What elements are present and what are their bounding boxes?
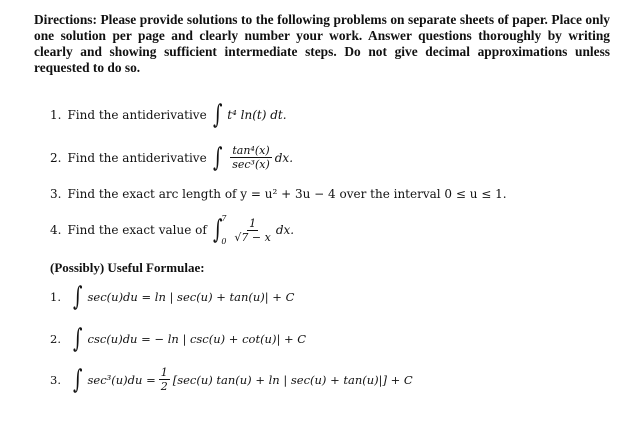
numerator: 1 [160, 366, 168, 379]
problem-2 [50, 144, 293, 171]
formula-1 [50, 284, 294, 310]
problem-4 [50, 214, 294, 246]
problem-number: 3. [50, 187, 62, 201]
integrand: t⁴ ln(t) dt. [227, 108, 287, 122]
problem-number: 4. [50, 223, 62, 237]
integral-sign-icon: ∫ [73, 364, 83, 395]
formula-3 [50, 366, 413, 393]
numerator: 1 [249, 216, 257, 230]
problem-number: 1. [50, 108, 62, 122]
numerator: tan⁴(x) [232, 144, 270, 157]
formula-rhs: [sec(u) tan(u) + ln | sec(u) + tan(u)|] + C [172, 372, 413, 387]
problem-number: 2. [50, 150, 62, 165]
formula-expression: sec(u)du = ln | sec(u) + tan(u)| + C [87, 290, 295, 304]
fraction [230, 144, 272, 171]
problem-1 [50, 102, 287, 128]
integral-sign-icon: ∫ [212, 215, 223, 245]
formula-number: 1. [50, 290, 61, 304]
problem-text: Find the exact value of [67, 223, 207, 237]
fraction-one-half [159, 366, 170, 393]
formula-2 [50, 326, 306, 352]
useful-formulae-heading: (Possibly) Useful Formulae: [50, 260, 205, 275]
integral-sign-icon: ∫ [73, 324, 83, 354]
denominator: sec³(x) [232, 158, 270, 171]
denominator: √7 − x [234, 230, 271, 244]
problem-text: Find the exact arc length of y = u² + 3u − 4 over the interval 0 ≤ u ≤ 1. [67, 187, 507, 201]
formula-number: 3. [50, 372, 61, 387]
integral-sign-icon: ∫ [212, 142, 223, 173]
upper-limit: 7 [221, 214, 227, 223]
formula-expression: csc(u)du = − ln | csc(u) + cot(u)| + C [87, 332, 307, 346]
integral-sign-icon: ∫ [212, 100, 223, 130]
problem-text: Find the antiderivative [67, 108, 207, 122]
directions-paragraph: Directions: Please provide solutions to the following problems on separate sheets of paper. Place only one solution per page and clearly number your work. Answer questions thoroughly by writing clearly and showing sufficient intermediate steps. Do not give decimal approximations unless requested to do so. [34, 12, 610, 75]
differential: dx. [275, 223, 295, 237]
formula-lhs: sec³(u)du = [87, 372, 156, 387]
integral-sign-icon: ∫ [73, 282, 83, 312]
fraction [232, 217, 272, 244]
problem-text: Find the antiderivative [67, 150, 207, 165]
problem-3 [50, 187, 507, 201]
lower-limit: 0 [221, 237, 227, 246]
denominator: 2 [160, 380, 168, 393]
formula-number: 2. [50, 332, 61, 346]
differential: dx. [274, 150, 294, 165]
